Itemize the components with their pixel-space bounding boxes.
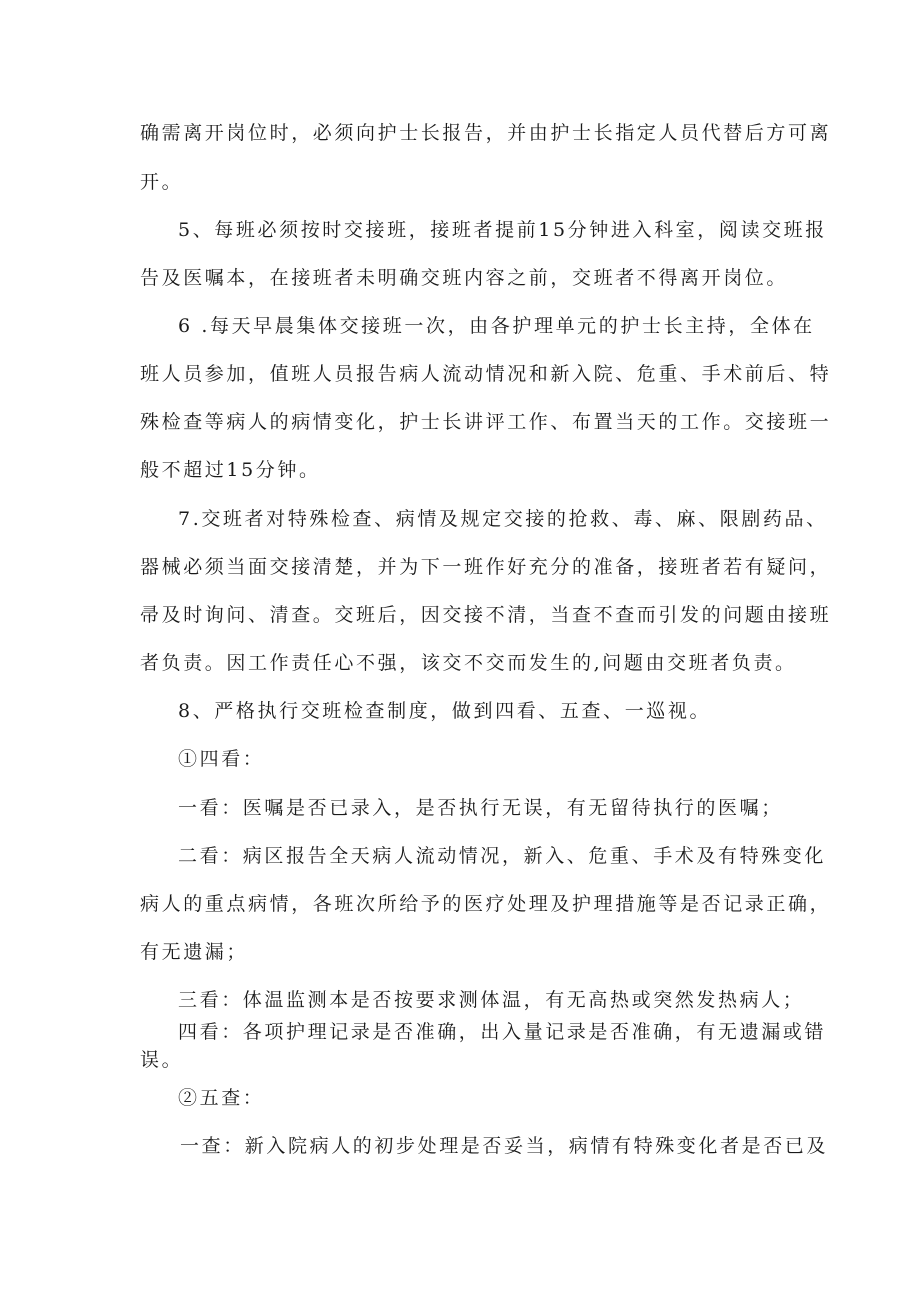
text-line: 四看：各项护理记录是否准确，出入量记录是否准确，有无遗漏或错	[178, 1021, 827, 1043]
text-line: 告及医嘱本，在接班者未明确交班内容之前，交班者不得离开岗位。	[140, 267, 789, 289]
text-line: 病人的重点病情，各班次所给予的医疗处理及护理措施等是否记录正确，	[140, 893, 832, 915]
text-line: 者负责。因工作责任心不强，该交不交而发生的,问题由交班者负责。	[140, 652, 797, 674]
text-line: 殊检查等病人的病情变化，护士长讲评工作、布置当天的工作。交接班一	[140, 411, 832, 433]
text-line: 二看：病区报告全天病人流动情况，新入、危重、手术及有特殊变化	[178, 845, 827, 867]
text-line: 般不超过15分钟。	[140, 459, 321, 481]
text-line: ②五查：	[178, 1087, 265, 1109]
text-line: 三看：体温监测本是否按要求测体温，有无高热或突然发热病人；	[178, 989, 805, 1011]
text-line: 5、每班必须按时交接班，接班者提前15分钟进入科室，阅读交班报	[178, 219, 827, 241]
text-line: 有无遗漏；	[140, 941, 249, 963]
text-line: 器械必须当面交接清楚，并为下一班作好充分的准备，接班者若有疑问，	[140, 556, 832, 578]
text-line: 帚及时询问、清查。交班后，因交接不清，当查不查而引发的问题由接班	[140, 604, 832, 626]
text-line: 6 .每天早晨集体交接班一次，由各护理单元的护士长主持，全体在	[178, 315, 815, 337]
text-line: 一看：医嘱是否已录入，是否执行无误，有无留待执行的医嘱；	[178, 797, 783, 819]
text-line: 8、严格执行交班检查制度，做到四看、五查、一巡视。	[178, 700, 712, 722]
text-line: 开。	[140, 171, 184, 193]
text-line: 7.交班者对特殊检查、病情及规定交接的抢救、毒、麻、限剧药品、	[178, 508, 828, 530]
text-line: ①四看：	[178, 748, 265, 770]
text-line: 一查：新入院病人的初步处理是否妥当，病情有特殊变化者是否已及	[180, 1135, 829, 1157]
text-line: 班人员参加，值班人员报告病人流动情况和新入院、危重、手术前后、特	[140, 363, 832, 385]
text-line: 确需离开岗位时，必须向护士长报告，并由护士长指定人员代替后方可离	[140, 122, 832, 144]
text-line: 误。	[140, 1049, 184, 1071]
